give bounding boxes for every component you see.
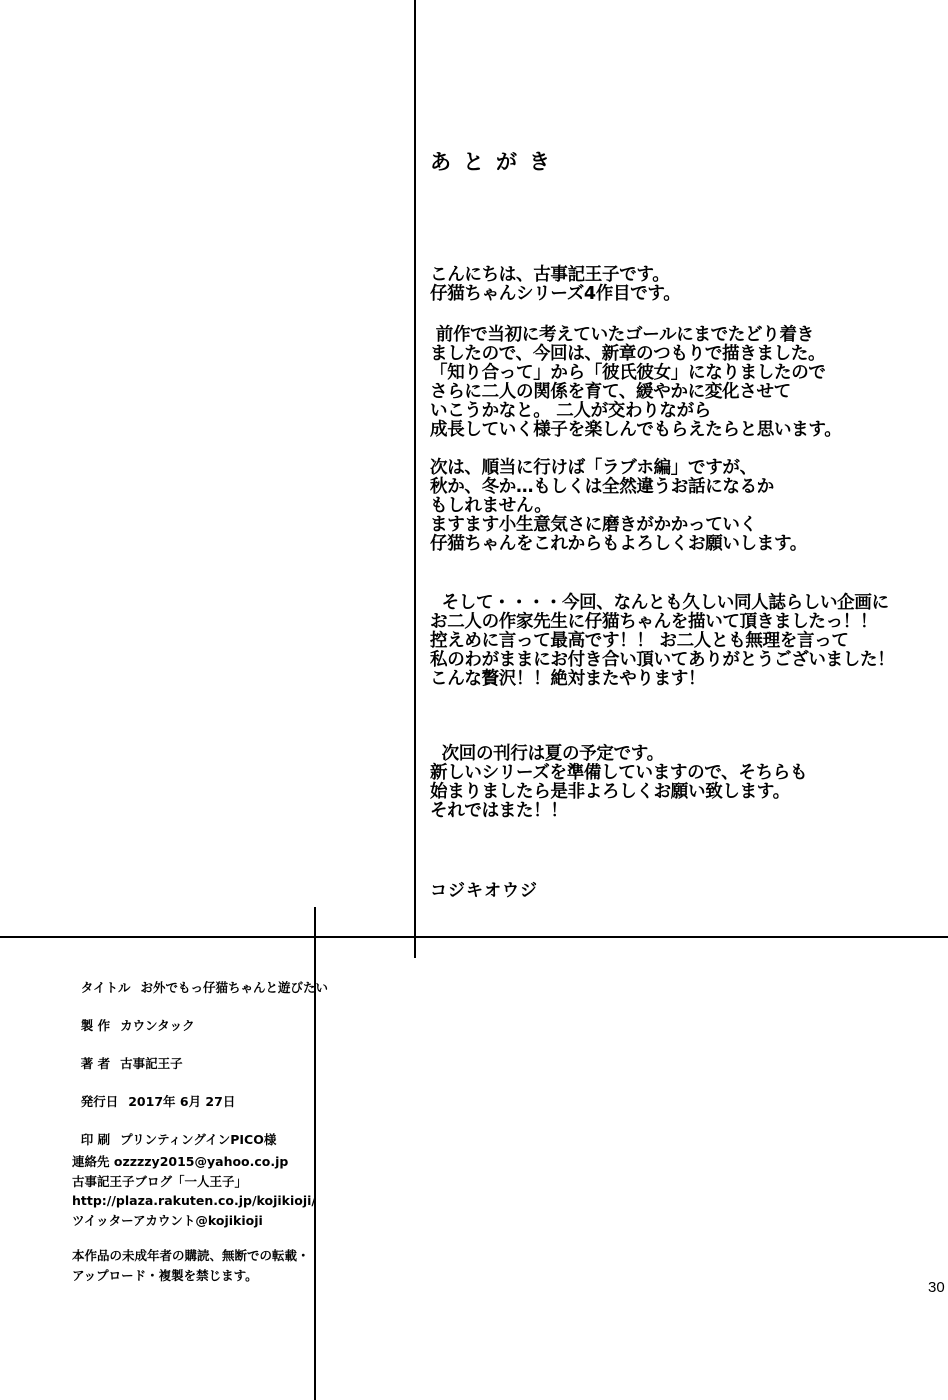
colophon-production-label: 製 作 xyxy=(80,1018,111,1033)
colophon-title-label: タイトル xyxy=(80,980,131,995)
colophon-issue-date-label: 発行日 xyxy=(80,1094,119,1109)
colophon-author-label: 著 者 xyxy=(80,1056,111,1071)
colophon-printing xyxy=(72,1113,276,1149)
page-number: 30 xyxy=(928,1279,945,1296)
colophon-author xyxy=(72,1037,183,1073)
colophon-printing-label: 印 刷 xyxy=(80,1132,111,1147)
colophon-production-value: カウンタック xyxy=(120,1018,195,1033)
colophon-production xyxy=(72,999,195,1035)
afterword-paragraph-3: 次は、順当に行けば「ラブホ編」ですが、 秋か、冬か…もしくは全然違うお話になるか もしれません。 ますます小生意気さに磨きがかかっていく 仔猫ちゃんをこれからもよろしくお願いします。 xyxy=(430,458,807,554)
colophon-contact: 連絡先 ozzzzy2015@yahoo.co.jp 古事記王子ブログ「一人王子」 http://plaza.rakuten.co.jp/kojikioji/ ツイッターアカウント@kojikioji xyxy=(72,1154,316,1228)
vertical-rule-top xyxy=(414,0,416,958)
colophon-issue-date-value: 2017年 6月 27日 xyxy=(128,1094,236,1109)
afterword-heading: あとがき xyxy=(430,150,562,174)
afterword-paragraph-2: 前作で当初に考えていたゴールにまでたどり着き ましたので、今回は、新章のつもりで描きました。 「知り合って」から「彼氏彼女」になりましたので さらに二人の関係を育て、緩やかに変化させて いこうかなと。 二人が交わりながら 成長していく様子を楽しんでもらえたらと思います。 xyxy=(430,325,842,440)
afterword-paragraph-4: そして・・・・今回、なんとも久しい同人誌らしい企画に お二人の作家先生に仔猫ちゃんを描いて頂きましたっ！！ 控えめに言って最高です！！ お二人とも無理を言って 私のわがままにお付き合い頂いてありがとうございました！ こんな贅沢！！絶対またやります！ xyxy=(430,593,895,689)
colophon-notice: 本作品の未成年者の購読、無断での転載・ アップロード・複製を禁じます。 xyxy=(72,1248,310,1283)
colophon-title xyxy=(72,961,328,997)
afterword-paragraph-5: 次回の刊行は夏の予定です。 新しいシリーズを準備していますので、そちらも 始まりましたら是非よろしくお願い致します。 それではまた！！ xyxy=(430,744,808,821)
afterword-paragraph-1: こんにちは、古事記王子です。 仔猫ちゃんシリーズ4作目です。 xyxy=(430,265,681,304)
horizontal-rule xyxy=(0,936,948,938)
colophon-issue-date xyxy=(72,1075,235,1111)
signature: コジキオウジ xyxy=(430,881,538,901)
colophon-title-value: お外でもっ仔猫ちゃんと遊びたい xyxy=(140,980,328,995)
colophon-printing-value: プリンティングインPICO様 xyxy=(120,1132,277,1147)
colophon-author-value: 古事記王子 xyxy=(120,1056,183,1071)
